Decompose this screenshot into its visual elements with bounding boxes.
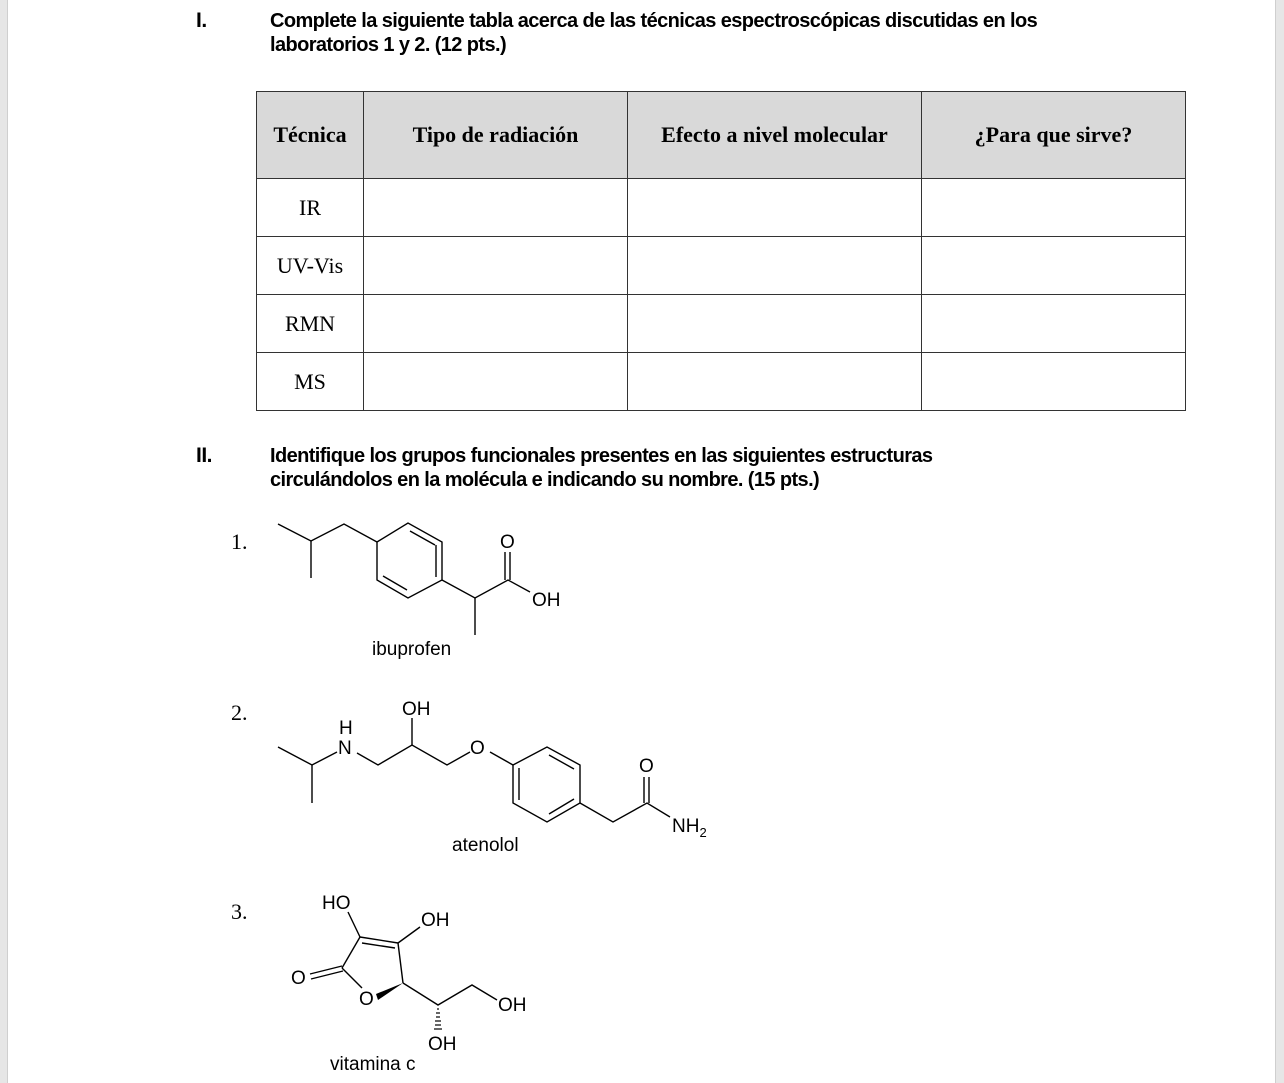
amine-n-label: N: [338, 738, 352, 759]
vitamin-c-labels: [291, 893, 527, 1075]
row-technique: UV-Vis: [257, 237, 364, 295]
atenolol-labels: [338, 699, 707, 856]
hashed-bond: [434, 1009, 442, 1029]
header-efecto-molecular: Efecto a nivel molecular: [628, 92, 922, 179]
amide-nh-label: $NH_2$: [672, 816, 707, 840]
question-3-number: 3.: [231, 899, 248, 924]
amine-h-label: H: [339, 718, 353, 739]
section-1-number: I.: [196, 9, 207, 32]
ether-o-label: O: [470, 738, 485, 759]
ring-o-label: O: [359, 989, 374, 1010]
hydroxyl-label: HO: [322, 893, 351, 914]
carbonyl-o-label: O: [500, 532, 515, 553]
hydroxyl-label: OH: [532, 590, 561, 611]
atenolol-structure: [278, 718, 670, 822]
carbonyl-o-label: O: [291, 968, 306, 989]
hydroxyl-label: OH: [428, 1034, 457, 1055]
wedge-bond: [376, 983, 403, 1000]
header-tecnica: Técnica: [257, 92, 364, 179]
question-2-number: 2.: [231, 700, 248, 725]
hydroxyl-label: OH: [421, 910, 450, 931]
ibuprofen-labels: [372, 532, 561, 660]
hydroxyl-label: OH: [498, 995, 527, 1016]
header-para-que-sirve: ¿Para que sirve?: [922, 92, 1186, 179]
molecule-name-atenolol: atenolol: [452, 835, 519, 856]
section-2-line-1: Identifique los grupos funcionales presentes en las siguientes estructuras: [270, 445, 933, 467]
row-technique: RMN: [257, 295, 364, 353]
section-1-line-1: Complete la siguiente tabla acerca de las técnicas espectroscópicas discutidas en los: [270, 10, 1038, 32]
hydroxyl-label: OH: [402, 699, 431, 720]
question-1-number: 1.: [231, 529, 248, 554]
header-tipo-radiacion: Tipo de radiación: [364, 92, 628, 179]
row-technique: MS: [257, 353, 364, 411]
molecule-name-vitamin-c: vitamina c: [330, 1054, 416, 1075]
carbonyl-o-label: O: [639, 756, 654, 777]
section-1-line-2: laboratorios 1 y 2. (12 pts.): [270, 34, 507, 56]
vitamin-c-structure: [310, 912, 497, 1005]
row-technique: IR: [257, 179, 364, 237]
section-2-line-2: circulándolos en la molécula e indicando su nombre. (15 pts.): [270, 469, 820, 491]
ibuprofen-structure: [278, 523, 530, 635]
section-2-number: II.: [196, 444, 213, 467]
molecule-name-ibuprofen: ibuprofen: [372, 639, 452, 660]
